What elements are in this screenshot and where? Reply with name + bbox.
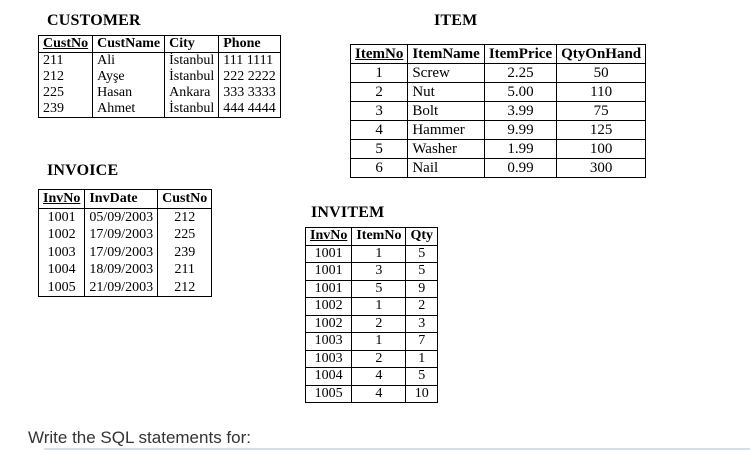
table-cell: 21/09/2003	[85, 279, 158, 297]
table-cell: 5	[406, 263, 438, 281]
table-row	[39, 226, 212, 244]
table-row	[39, 101, 281, 118]
table-header-row	[351, 45, 646, 64]
table-cell: Hasan	[93, 85, 165, 101]
table-cell: 239	[39, 101, 93, 118]
table-header-row	[306, 228, 438, 246]
column-header: Qty	[406, 228, 438, 246]
table-cell: 100	[557, 140, 646, 159]
table-cell: 1002	[306, 298, 352, 316]
table-cell: 6	[351, 159, 408, 178]
table-row	[306, 280, 438, 298]
table-row	[351, 102, 646, 121]
table-cell: 1	[352, 333, 406, 351]
table-cell: Ali	[93, 53, 165, 70]
table-cell: 1001	[306, 263, 352, 281]
table-cell: 5	[406, 368, 438, 386]
column-header: QtyOnHand	[557, 45, 646, 64]
table-cell: 1003	[306, 333, 352, 351]
table-cell: 50	[557, 64, 646, 83]
table-row	[39, 85, 281, 101]
invitem-table	[305, 227, 438, 403]
table-cell: Washer	[408, 140, 484, 159]
table-row	[39, 244, 212, 262]
table-row	[351, 121, 646, 140]
table-cell: 239	[158, 244, 212, 262]
table-cell: 225	[158, 226, 212, 244]
item-title: ITEM	[434, 12, 478, 29]
table-row	[306, 385, 438, 403]
table-cell: 7	[406, 333, 438, 351]
table-cell: 1.99	[484, 140, 556, 159]
table-cell: 17/09/2003	[85, 244, 158, 262]
customer-title: CUSTOMER	[47, 12, 141, 29]
column-header: InvDate	[85, 190, 158, 209]
table-cell: 10	[406, 385, 438, 403]
table-row	[39, 69, 281, 85]
table-cell: 1001	[306, 245, 352, 263]
table-cell: Bolt	[408, 102, 484, 121]
table-cell: 2	[406, 298, 438, 316]
table-cell: 1002	[39, 226, 85, 244]
table-cell: Screw	[408, 64, 484, 83]
table-cell: 222 2222	[219, 69, 281, 85]
sql-prompt-text: Write the SQL statements for:	[28, 428, 251, 447]
invoice-title: INVOICE	[47, 162, 119, 179]
table-cell: 9.99	[484, 121, 556, 140]
table-cell: 3	[406, 315, 438, 333]
column-header: CustNo	[158, 190, 212, 209]
table-cell: 3	[351, 102, 408, 121]
table-cell: İstanbul	[165, 101, 219, 118]
table-cell: 75	[557, 102, 646, 121]
table-cell: 211	[39, 53, 93, 70]
table-cell: 111 1111	[219, 53, 281, 70]
table-row	[39, 279, 212, 297]
table-cell: 0.99	[484, 159, 556, 178]
table-cell: 212	[158, 279, 212, 297]
table-cell: 1002	[306, 315, 352, 333]
table-row	[39, 53, 281, 70]
table-cell: 1004	[306, 368, 352, 386]
column-header: City	[165, 36, 219, 53]
table-cell: 1	[406, 350, 438, 368]
table-cell: 444 4444	[219, 101, 281, 118]
table-cell: 17/09/2003	[85, 226, 158, 244]
table-cell: 212	[158, 208, 212, 226]
column-header: Phone	[219, 36, 281, 53]
table-cell: 300	[557, 159, 646, 178]
table-cell: 110	[557, 83, 646, 102]
table-cell: 9	[406, 280, 438, 298]
table-cell: 1003	[306, 350, 352, 368]
item-table	[350, 44, 646, 178]
table-cell: 1	[351, 64, 408, 83]
table-row	[306, 245, 438, 263]
column-header: ItemNo	[351, 45, 408, 64]
column-header: InvNo	[39, 190, 85, 209]
table-row	[306, 298, 438, 316]
table-cell: 212	[39, 69, 93, 85]
table-header-row	[39, 190, 212, 209]
table-cell: 2	[352, 315, 406, 333]
table-cell: Hammer	[408, 121, 484, 140]
customer-table-wrap	[38, 35, 281, 118]
table-cell: 1	[352, 298, 406, 316]
table-cell: 5.00	[484, 83, 556, 102]
table-cell: 2	[352, 350, 406, 368]
table-cell: 3.99	[484, 102, 556, 121]
table-cell: 1005	[39, 279, 85, 297]
column-header: ItemPrice	[484, 45, 556, 64]
table-cell: 1001	[39, 208, 85, 226]
invitem-table-wrap	[305, 227, 438, 403]
table-cell: 1004	[39, 261, 85, 279]
table-row	[351, 159, 646, 178]
invoice-table-wrap	[38, 189, 212, 297]
table-cell: Ankara	[165, 85, 219, 101]
table-row	[39, 208, 212, 226]
invitem-title: INVITEM	[311, 204, 385, 221]
table-cell: 5	[406, 245, 438, 263]
table-cell: Ahmet	[93, 101, 165, 118]
table-row	[351, 140, 646, 159]
column-header: ItemName	[408, 45, 484, 64]
table-cell: 5	[351, 140, 408, 159]
table-cell: İstanbul	[165, 69, 219, 85]
table-cell: 1005	[306, 385, 352, 403]
table-cell: İstanbul	[165, 53, 219, 70]
customer-table	[38, 35, 281, 118]
table-cell: 125	[557, 121, 646, 140]
table-cell: 5	[352, 280, 406, 298]
column-header: CustName	[93, 36, 165, 53]
table-cell: 1	[352, 245, 406, 263]
table-row	[306, 368, 438, 386]
table-cell: 4	[352, 368, 406, 386]
table-cell: Nut	[408, 83, 484, 102]
table-cell: 333 3333	[219, 85, 281, 101]
table-cell: 4	[352, 385, 406, 403]
table-cell: 2.25	[484, 64, 556, 83]
table-header-row	[39, 36, 281, 53]
table-cell: 4	[351, 121, 408, 140]
table-cell: 1001	[306, 280, 352, 298]
table-cell: 3	[352, 263, 406, 281]
table-row	[39, 261, 212, 279]
column-header: CustNo	[39, 36, 93, 53]
item-table-wrap	[350, 44, 646, 178]
table-cell: 211	[158, 261, 212, 279]
table-cell: 05/09/2003	[85, 208, 158, 226]
table-cell: 1003	[39, 244, 85, 262]
invoice-table	[38, 189, 212, 297]
column-header: InvNo	[306, 228, 352, 246]
table-row	[351, 83, 646, 102]
table-cell: Ayşe	[93, 69, 165, 85]
table-row	[306, 333, 438, 351]
table-row	[351, 64, 646, 83]
table-row	[306, 263, 438, 281]
column-header: ItemNo	[352, 228, 406, 246]
table-cell: Nail	[408, 159, 484, 178]
table-row	[306, 315, 438, 333]
table-row	[306, 350, 438, 368]
table-cell: 2	[351, 83, 408, 102]
table-cell: 18/09/2003	[85, 261, 158, 279]
table-cell: 225	[39, 85, 93, 101]
